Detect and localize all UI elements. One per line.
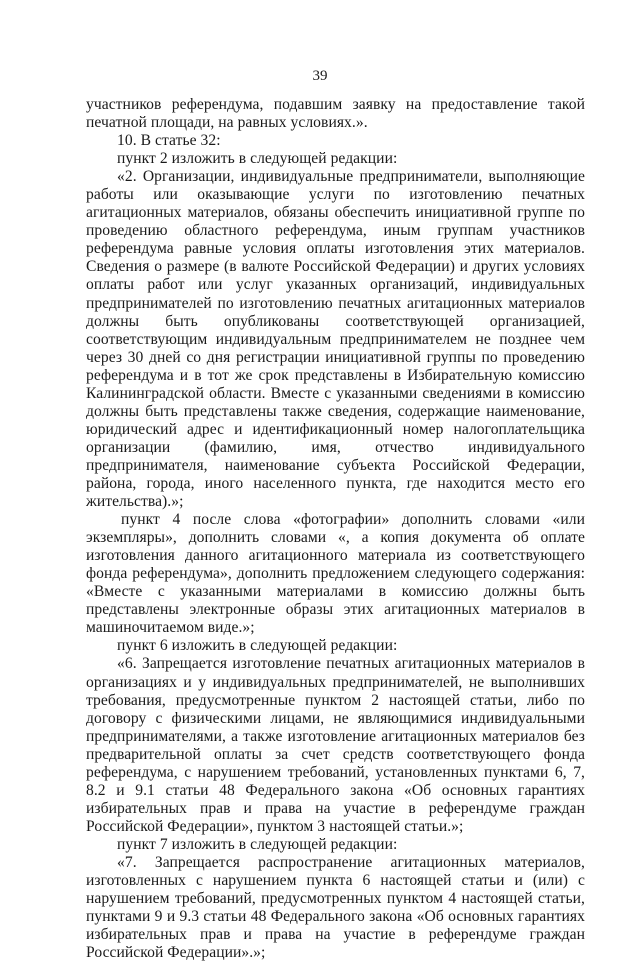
paragraph-continuation: участников референдума, подавшим заявку на предоставление такой печатной площади, на равных условиях.». xyxy=(86,96,585,132)
document-body xyxy=(86,96,585,962)
page-number: 39 xyxy=(312,68,328,84)
paragraph-item-7-instruction: пункт 7 изложить в следующей редакции: xyxy=(117,835,398,853)
paragraph-item-2-text: «2. Организации, индивидуальные предприниматели, выполняющие работы или оказывающие услуги по изготовлению печатных агитационных материалов, обязаны обеспечить инициативной группе по проведению областного референдума, иным группам участников референдума равные условия оплаты изготовления этих материалов. Сведения о размере (в валюте Российской Федерации) и других условиях оплаты работ или услуг указанных организаций, индивидуальных предпринимателей по изготовлению печатных агитационных материалов должны быть опубликованы соответствующей организацией, соответствующим индивидуальным предпринимателем не позднее чем через 30 дней со дня регистрации инициативной группы по проведению референдума и в тот же срок представлены в Избирательную комиссию Калининградской области. Вместе с указанными сведениями в комиссию должны быть представлены также сведения, содержащие наименование, юридический адрес и идентификационный номер налогоплательщика организации (фамилию, имя, отчество индивидуального предпринимателя, наименование субъекта Российской Федерации, района, города, иного населенного пункта, где находится место его жительства).»; xyxy=(86,168,585,511)
paragraph-item-4-amendment: пункт 4 после слова «фотографии» дополнить словами «или экземпляры», дополнить словами «, а копия документа об оплате изготовления данного агитационного материала из соответствующего фонда референдума», дополнить предложением следующего содержания: «Вместе с указанными материалами в комиссию должны быть представлены электронные образы этих агитационных материалов в машиночитаемом виде.»; xyxy=(86,511,585,637)
paragraph-item-6-text: «6. Запрещается изготовление печатных агитационных материалов в организациях и у индивидуальных предпринимателей, не выполнивших требования, предусмотренные пунктом 2 настоящей статьи, либо по договору с физическими лицами, не являющимися индивидуальными предпринимателями, а также изготовление агитационных материалов без предварительной оплаты за счет средств соответствующего фонда референдума, с нарушением требований, установленных пунктами 6, 7, 8.2 и 9.1 статьи 48 Федерального закона «Об основных гарантиях избирательных прав и права на участие в референдуме граждан Российской Федерации», пунктом 3 настоящей статьи.»; xyxy=(86,655,585,835)
paragraph-item-2-instruction: пункт 2 изложить в следующей редакции: xyxy=(117,150,398,168)
paragraph-item-7-text: «7. Запрещается распространение агитационных материалов, изготовленных с нарушением пункта 6 настоящей статьи и (или) с нарушением требований, предусмотренных пунктом 4 настоящей статьи, пунктами 9 и 9.3 статьи 48 Федерального закона «Об основных гарантиях избирательных прав и права на участие в референдуме граждан Российской Федерации».»; xyxy=(86,853,585,962)
paragraph-article-32-heading: 10. В статье 32: xyxy=(117,132,221,150)
paragraph-item-6-instruction: пункт 6 изложить в следующей редакции: xyxy=(117,637,398,655)
